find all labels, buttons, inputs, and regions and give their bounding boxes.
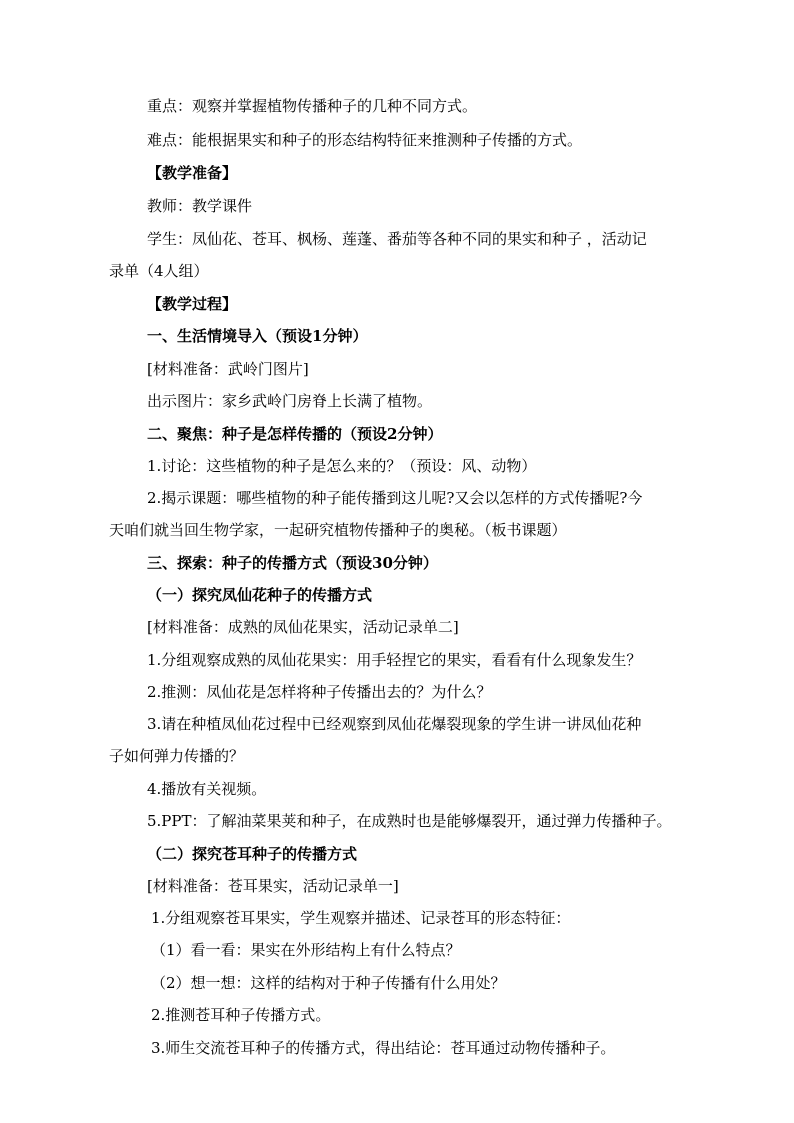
text-line-observe-cocklebur: 1.分组观察苍耳果实，学生观察并描述、记录苍耳的形态特征： xyxy=(151,909,571,927)
text-line-play-video: 4.播放有关视频。 xyxy=(147,780,267,798)
text-line-student-share-cont: 子如何弹力传播的？ xyxy=(109,747,245,765)
text-line-student-materials-cont: 录单（4人组） xyxy=(109,262,209,280)
heading-part-one: 一、生活情境导入（预设1分钟） xyxy=(147,327,368,345)
text-line-teacher-materials: 教师：教学课件 xyxy=(147,197,253,215)
text-line-conclusion: 3.师生交流苍耳种子的传播方式，得出结论：苍耳通过动物传播种子。 xyxy=(151,1039,616,1057)
text-line-infer-impatiens: 2.推测：凤仙花是怎样将种子传播出去的？为什么？ xyxy=(147,683,492,701)
text-line-reveal-topic-cont: 天咱们就当回生物学家，一起研究植物传播种子的奥秘。（板书课题） xyxy=(109,521,567,539)
subheading-cocklebur: （二）探究苍耳种子的传播方式 xyxy=(147,845,358,863)
text-line-student-materials: 学生：凤仙花、苍耳、枫杨、莲蓬、番茄等各种不同的果实和种子 ，活动记 xyxy=(147,230,647,248)
text-line-look: （1）看一看：果实在外形结构上有什么特点？ xyxy=(151,941,461,959)
section-heading-preparation: 【教学准备】 xyxy=(147,164,238,182)
subheading-impatiens: （一）探究凤仙花种子的传播方式 xyxy=(147,586,373,604)
text-line-materials-1: [材料准备：武岭门图片] xyxy=(147,360,309,378)
heading-part-two: 二、聚焦：种子是怎样传播的（预设2分钟） xyxy=(147,425,443,443)
text-line-infer-cocklebur: 2.推测苍耳种子传播方式。 xyxy=(151,1006,331,1024)
text-line-difficulty: 难点：能根据果实和种子的形态结构特征来推测种子传播的方式。 xyxy=(147,131,583,149)
text-line-ppt-rapeseed: 5.PPT：了解油菜果荚和种子，在成熟时也是能够爆裂开，通过弹力传播种子。 xyxy=(147,812,672,830)
text-line-student-share: 3.请在种植凤仙花过程中已经观察到凤仙花爆裂现象的学生讲一讲凤仙花种 xyxy=(147,715,642,733)
text-line-show-picture: 出示图片：家乡武岭门房脊上长满了植物。 xyxy=(147,392,433,410)
text-line-materials-3: [材料准备：苍耳果实，活动记录单一] xyxy=(147,877,399,895)
text-line-reveal-topic: 2.揭示课题：哪些植物的种子能传播到这儿呢?又会以怎样的方式传播呢?今 xyxy=(147,489,643,507)
text-line-discussion: 1.讨论：这些植物的种子是怎么来的？（预设：风、动物） xyxy=(147,457,537,475)
text-line-materials-2: [材料准备：成熟的凤仙花果实，活动记录单二] xyxy=(147,618,459,636)
section-heading-process: 【教学过程】 xyxy=(147,295,238,313)
text-line-observe-impatiens: 1.分组观察成熟的凤仙花果实：用手轻捏它的果实，看看有什么现象发生？ xyxy=(147,651,642,669)
text-line-key-point: 重点：观察并掌握植物传播种子的几种不同方式。 xyxy=(147,97,478,115)
heading-part-three: 三、探索：种子的传播方式（预设30分钟） xyxy=(147,554,438,572)
text-line-think: （2）想一想：这样的结构对于种子传播有什么用处？ xyxy=(151,974,506,992)
